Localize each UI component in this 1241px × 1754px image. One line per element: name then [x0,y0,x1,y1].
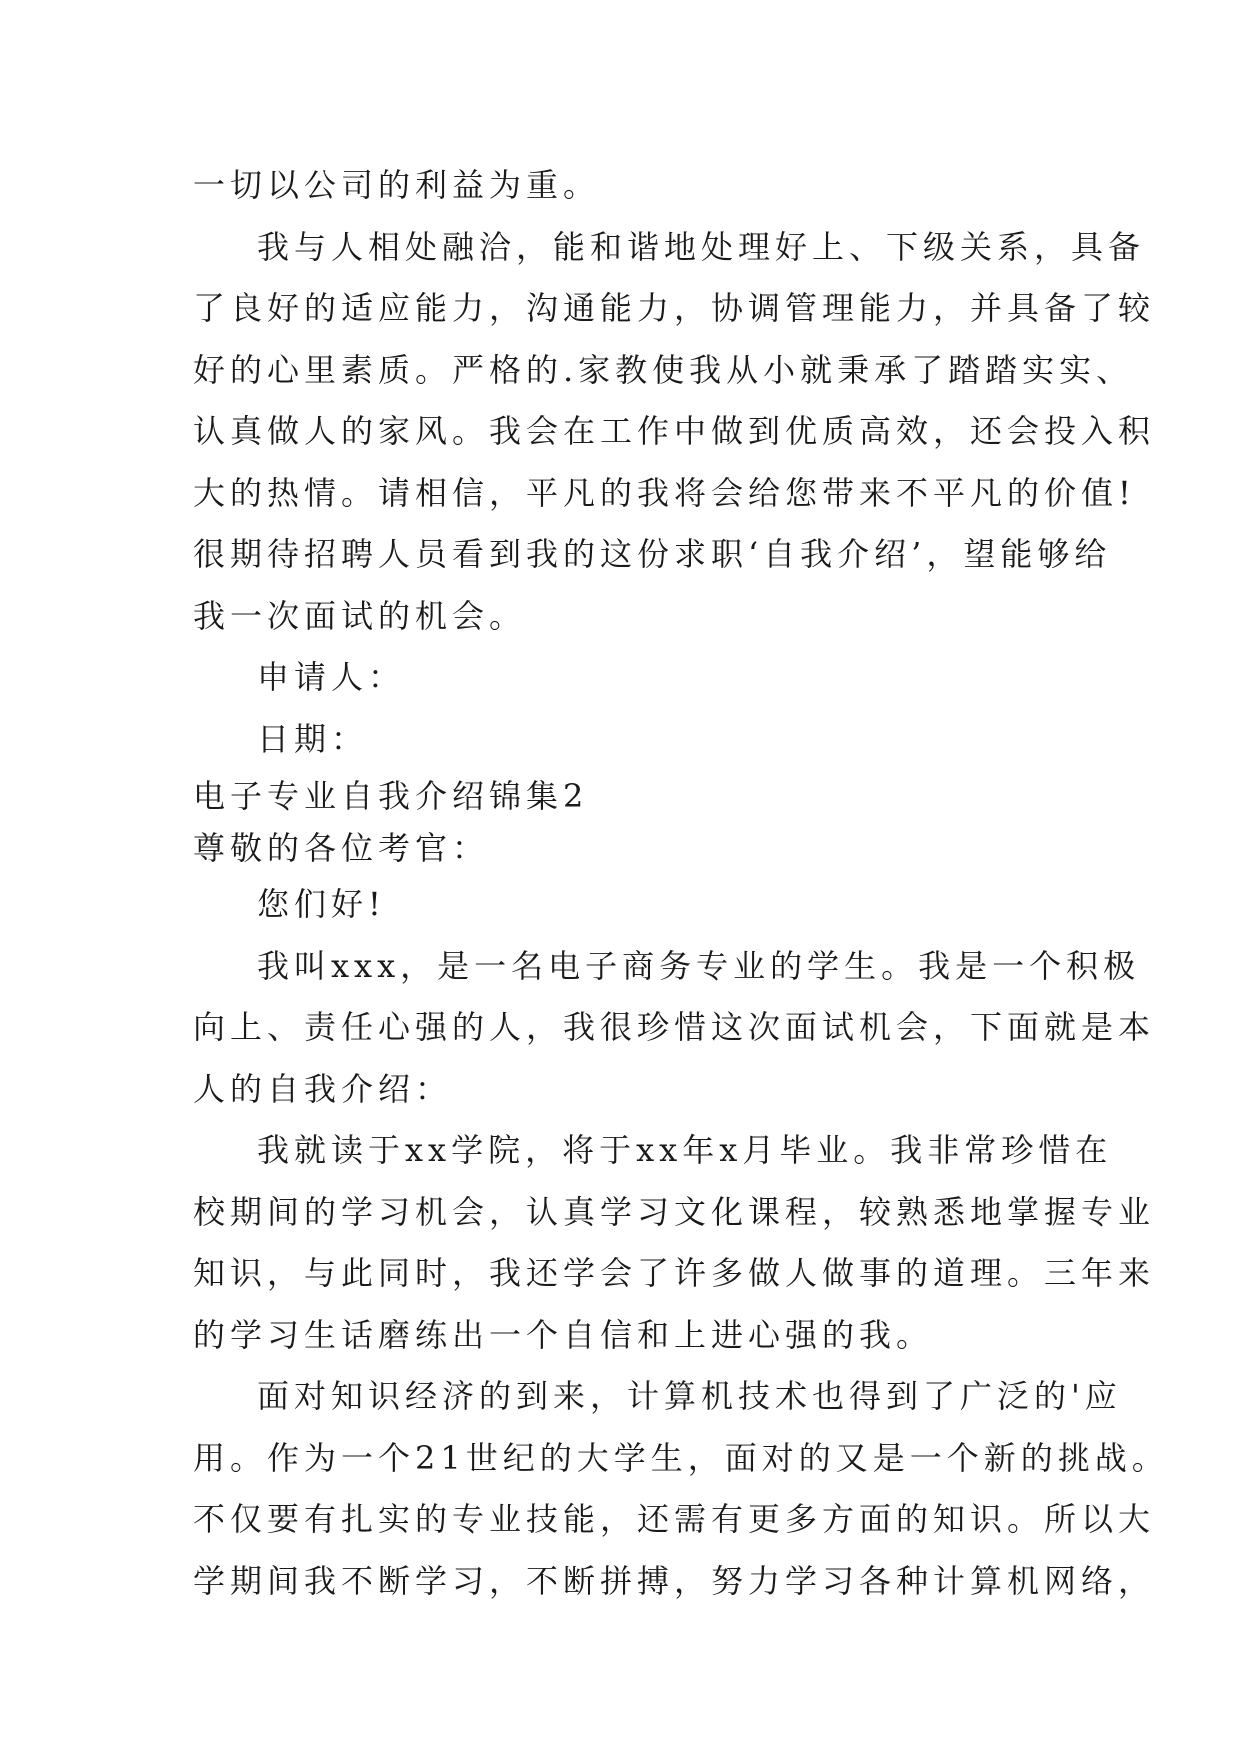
body-line: 认真做人的家风。我会在工作中做到优质高效，还会投入积 [193,412,1156,450]
greeting: 您们好! [257,885,386,923]
body-line: 不仅要有扎实的专业技能，还需有更多方面的知识。所以大 [193,1500,1156,1538]
applicant-label: 申请人： [257,658,406,696]
body-line: 的学习生话磨练出一个自信和上进心强的我。 [193,1315,934,1354]
body-line: 了良好的适应能力，沟通能力，协调管理能力，并具备了较 [193,289,1156,327]
body-line: 很期待招聘人员看到我的这份求职‘自我介绍’，望能够给 [193,535,1112,573]
body-line: 知识，与此同时，我还学会了许多做人做事的道理。三年来 [193,1254,1156,1292]
body-line: 我与人相处融洽，能和谐地处理好上、下级关系，具备 [257,227,1146,266]
body-line: 面对知识经济的到来，计算机技术也得到了广泛的'应 [257,1377,1122,1415]
salutation: 尊敬的各位考官： [193,829,490,867]
section-heading: 电子专业自我介绍锦集2 [193,777,589,815]
document-body [193,155,1169,1612]
body-line: 我就读于xx学院，将于xx年x月毕业。我非常珍惜在 [257,1131,1113,1169]
body-line: 我叫xxx，是一名电子商务专业的学生。我是一个积极 [257,946,1141,985]
body-line: 向上、责任心强的人，我很珍惜这次面试机会，下面就是本 [193,1008,1156,1046]
body-line: 校期间的学习机会，认真学习文化课程，较熟悉地掌握专业 [193,1192,1156,1231]
date-label: 日期： [257,719,369,758]
body-line: 大的热情。请相信，平凡的我将会给您带来不平凡的价值! [193,473,1136,512]
body-line: 我一次面试的机会。 [193,596,527,635]
body-line: 好的心里素质。严格的.家教使我从小就秉承了踏踏实实、 [193,350,1134,389]
body-line: 一切以公司的利益为重。 [193,166,601,204]
body-line: 用。作为一个21世纪的大学生，面对的又是一个新的挑战。 [193,1438,1169,1477]
body-line: 学期间我不断学习，不断拼搏，努力学习各种计算机网络， [193,1561,1156,1600]
body-line: 人的自我介绍： [193,1069,453,1108]
